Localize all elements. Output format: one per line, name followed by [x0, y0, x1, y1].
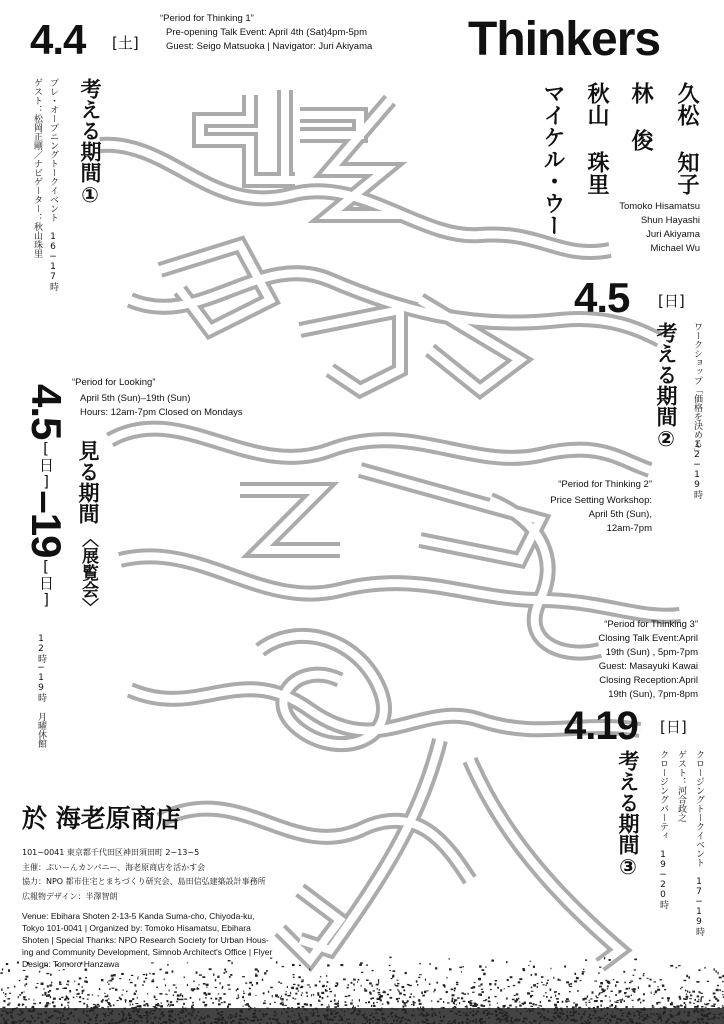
venue-title-jp: 於 海老原商店	[22, 804, 181, 833]
thinker-name-en-1: Tomoko Hisamatsu	[619, 201, 700, 212]
event1-date: 4.4	[30, 16, 86, 63]
event3-desc2-jp: ゲスト：河合政之	[676, 750, 686, 822]
event2-line-3: 12am-7pm	[606, 523, 652, 534]
thinker-name-en-2: Shun Hayashi	[640, 215, 700, 226]
looking-day-end: [日]	[37, 557, 55, 609]
venue-en-line-3: Shoten | Special Thanks: NPO Research Society for Urban Hous-	[22, 935, 269, 945]
event1-line2: Guest: Seigo Matsuoka | Navigator: Juri Akiyama	[166, 41, 373, 52]
looking-line2: Hours: 12am-7pm Closed on Mondays	[80, 407, 243, 418]
event3-line-1: Closing Talk Event:April	[598, 633, 698, 644]
event3-line-5: 19th (Sun), 7pm-8pm	[608, 689, 698, 700]
event3-line-4: Closing Reception:April	[599, 675, 698, 686]
event3-line-2: 19th (Sun) , 5pm-7pm	[605, 647, 698, 658]
venue-jp-line-1: 101−0041 東京都千代田区神田須田町 2−13−5	[22, 848, 200, 857]
event3-desc1-jp: クロージングトークイベント 17−19時	[694, 750, 704, 936]
venue-en-line-5: Design: Tomoro Hanzawa	[22, 959, 120, 969]
looking-dash: –	[23, 490, 70, 513]
thinker-name-en-3: Juri Akiyama	[646, 229, 700, 240]
looking-time-jp: 12時−19時 月曜休館	[36, 634, 46, 748]
venue-en-line-1: Venue: Ebihara Shoten 2-13-5 Kanda Suma-cho, Chiyoda-ku,	[22, 911, 255, 921]
looking-date-column	[24, 384, 70, 608]
event2-line-1: Price Setting Workshop:	[550, 495, 652, 506]
event1-title-en: “Period for Thinking 1”	[160, 13, 254, 24]
looking-title-jp: 見る期間	[76, 440, 100, 524]
venue-jp-line-4: 広報物デザイン：半澤智朗	[22, 891, 118, 901]
event1-line1: Pre-opening Talk Event: April 4th (Sat)4pm-5pm	[166, 27, 368, 38]
looking-date-end: 19	[23, 512, 70, 558]
event2-time-jp: 12−19時	[692, 440, 702, 499]
thinker-name-jp-2: 林 俊	[628, 82, 653, 151]
venue-jp-block	[22, 846, 266, 904]
venue-en-line-4: ing and Community Development, Simnob Architect's Office | Flyer	[22, 947, 273, 957]
event1-day: [土]	[112, 34, 139, 52]
event1-desc-jp: プレ・オープニングトークイベント 16−17時	[48, 78, 58, 291]
event2-line-2: April 5th (Sun),	[588, 509, 652, 520]
looking-date-start: 4.5	[23, 384, 70, 440]
event3-title-jp: 考える期間③	[616, 750, 640, 879]
looking-line1: April 5th (Sun)–19th (Sun)	[80, 393, 191, 404]
venue-jp-line-2: 主催：ぷいーんカンパニー、海老原商店を活かす会	[22, 862, 206, 872]
venue-jp-line-3: 協力：NPO 都市住宅とまちづくり研究会、島田信弘建築設計事務所	[22, 877, 266, 886]
thinker-name-jp-4: マイケル・ウー	[540, 82, 565, 236]
looking-title-en: “Period for Looking”	[72, 377, 156, 388]
thinker-name-en-4: Michael Wu	[650, 243, 700, 254]
stroke-jin-left	[300, 740, 440, 950]
event2-title-en: “Period for Thinking 2”	[558, 479, 652, 490]
event2-day: [日]	[658, 292, 685, 310]
event2-date: 4.5	[574, 274, 630, 321]
looking-sub-jp: 〈展覧会〉	[78, 530, 98, 615]
event2-title-jp: 考える期間②	[654, 322, 678, 451]
thinker-name-jp-1: 久松 知子	[674, 82, 699, 195]
event3-date: 4.19	[564, 704, 638, 748]
event3-day: [日]	[660, 718, 687, 736]
event2-desc-jp: ワークショップ「価格を決める」	[692, 322, 702, 457]
event3-title-en: “Period for Thinking 3”	[604, 619, 698, 630]
event1-title-jp: 考える期間①	[78, 78, 102, 207]
event1-guest-jp: ゲスト：松岡正剛／ナビゲーター：秋山珠里	[32, 78, 42, 258]
venue-en-block	[22, 910, 272, 970]
looking-day-start: [日]	[37, 439, 55, 491]
thinker-name-jp-3: 秋山 珠里	[584, 82, 609, 195]
event3-desc3-jp: クロージングパーティ 19−20時	[658, 750, 668, 909]
venue-en-line-2: Tokyo 101-0041 | Organized by: Tomoko Hisamatsu, Ebihara	[22, 923, 251, 933]
thinkers-heading: Thinkers	[468, 13, 661, 66]
event3-line-3: Guest: Masayuki Kawai	[598, 661, 698, 672]
